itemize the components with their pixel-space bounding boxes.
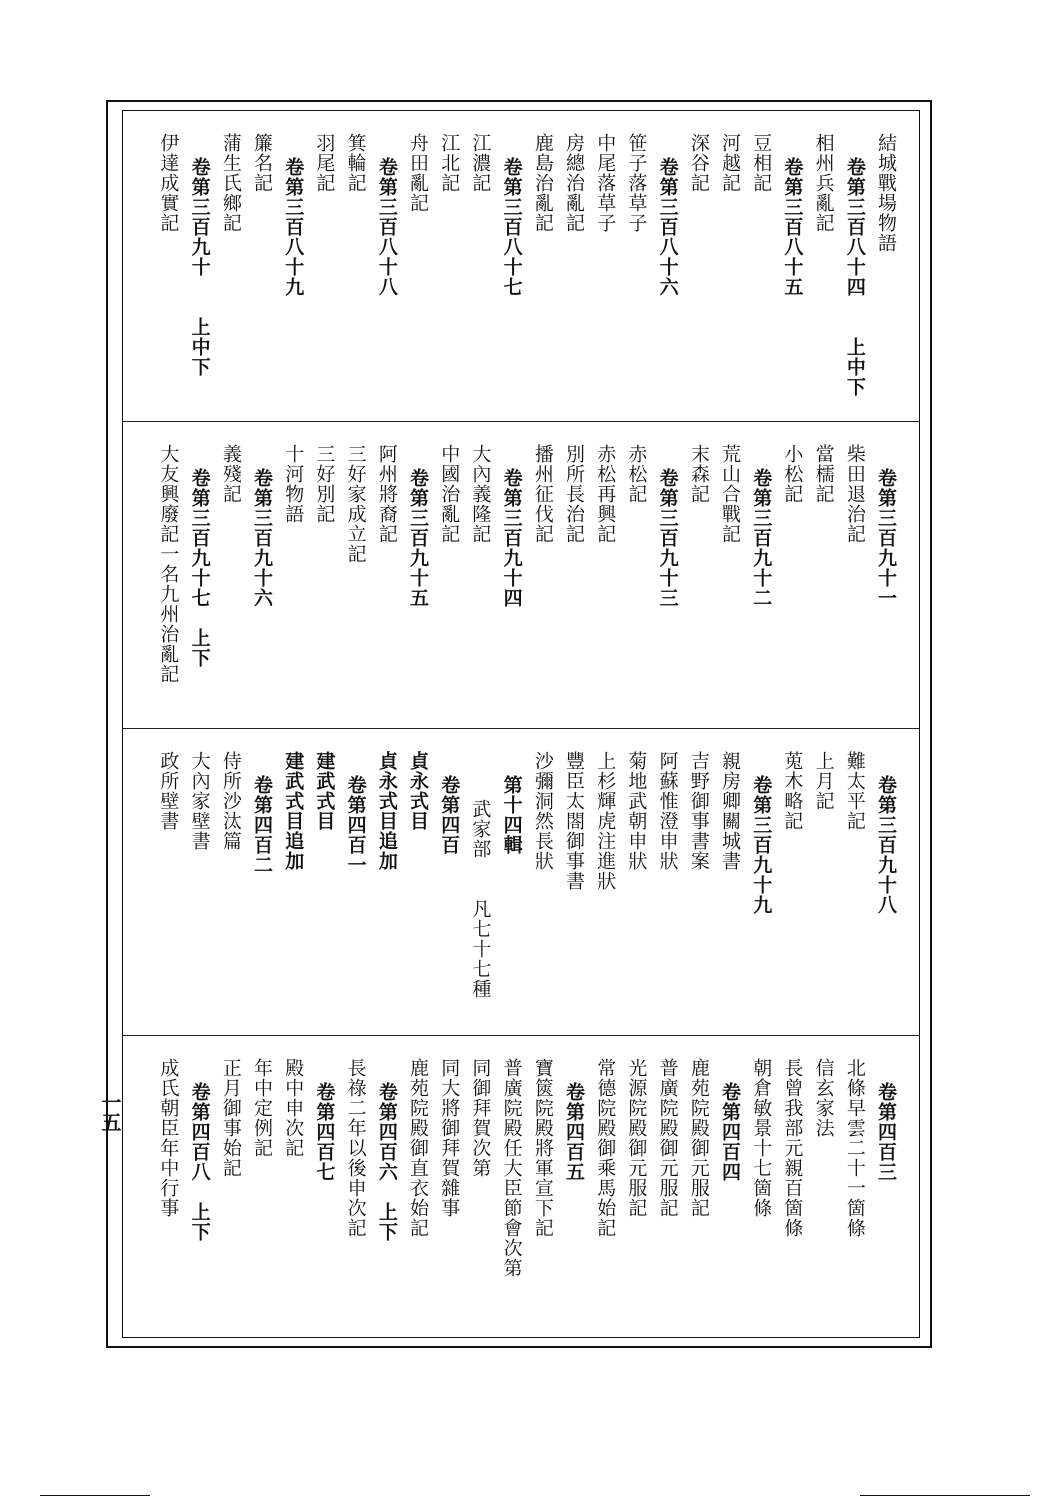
toc-entry: 蒲生氏鄉記 bbox=[219, 133, 242, 233]
toc-entry: 北條早雲二十一箇條 bbox=[843, 1058, 866, 1238]
toc-section bbox=[123, 1035, 919, 1340]
toc-entry: 羽尾記 bbox=[313, 133, 336, 193]
volume-heading: 卷第四百 bbox=[438, 775, 461, 855]
volume-heading: 卷第三百八十六 bbox=[656, 157, 679, 297]
volume-heading: 卷第三百九十四 bbox=[500, 468, 523, 608]
toc-entry: 鹿島治亂記 bbox=[531, 133, 554, 233]
toc-entry: 三好別記 bbox=[313, 444, 336, 524]
toc-entry: 普廣院殿任大臣節會次第 bbox=[500, 1058, 523, 1278]
toc-entry: 江北記 bbox=[438, 133, 461, 193]
toc-entry: 殿中申次記 bbox=[282, 1058, 305, 1158]
toc-entry: 沙彌洞然長狀 bbox=[531, 751, 554, 871]
toc-entry: 播州征伐記 bbox=[531, 444, 554, 544]
toc-entry: 普廣院殿御元服記 bbox=[656, 1058, 679, 1218]
page-number: 一五 bbox=[98, 1092, 122, 1132]
toc-entry: 大內義隆記 bbox=[469, 444, 492, 544]
toc-entry: 吉野御事書案 bbox=[687, 751, 710, 871]
toc-entry: 政所壁書 bbox=[157, 751, 180, 831]
volume-heading: 卷第四百三 bbox=[875, 1082, 897, 1182]
toc-entry: 寶篋院殿將軍宣下記 bbox=[531, 1058, 554, 1238]
volume-heading: 貞永式目 bbox=[407, 751, 429, 831]
volume-heading: 卷第三百九十 上中下 bbox=[188, 157, 211, 377]
volume-heading: 卷第四百八 上下 bbox=[188, 1082, 211, 1242]
volume-heading: 貞永式目追加 bbox=[375, 751, 398, 871]
toc-entry: 中尾落草子 bbox=[594, 133, 617, 233]
content-area bbox=[122, 110, 920, 1338]
volume-heading: 卷第四百一 bbox=[344, 775, 367, 875]
toc-entry: 大友興廢記一名九州治亂記 bbox=[157, 444, 180, 684]
toc-entry: 正月御事始記 bbox=[219, 1058, 242, 1178]
toc-entry: 朝倉敏景十七箇條 bbox=[750, 1058, 773, 1218]
volume-heading: 卷第三百九十九 bbox=[750, 775, 773, 915]
toc-entry: 赤松記 bbox=[625, 444, 648, 504]
toc-entry: 莵木略記 bbox=[781, 751, 804, 831]
toc-entry: 常德院殿御乘馬始記 bbox=[594, 1058, 617, 1238]
toc-entry: 小松記 bbox=[781, 444, 804, 504]
volume-heading: 卷第三百八十五 bbox=[781, 157, 804, 297]
toc-entry: 簾名記 bbox=[251, 133, 273, 193]
toc-entry: 伊達成實記 bbox=[157, 133, 180, 233]
toc-entry: 阿蘇惟澄申狀 bbox=[656, 751, 679, 871]
toc-entry: 笹子落草子 bbox=[625, 133, 648, 233]
toc-entry: 成氏朝臣年中行事 bbox=[157, 1058, 180, 1218]
toc-entry: 上月記 bbox=[812, 751, 835, 811]
toc-section bbox=[123, 421, 919, 729]
volume-heading: 卷第四百五 bbox=[563, 1082, 585, 1182]
toc-entry: 柴田退治記 bbox=[843, 444, 866, 544]
volume-heading: 卷第三百九十三 bbox=[656, 468, 679, 608]
volume-heading: 卷第四百四 bbox=[719, 1082, 741, 1182]
toc-entry: 當檽記 bbox=[812, 444, 835, 504]
volume-heading: 第十四輯 bbox=[500, 775, 523, 855]
toc-entry: 江濃記 bbox=[469, 133, 492, 193]
volume-heading: 卷第三百九十七 上下 bbox=[188, 468, 211, 668]
toc-entry: 上杉輝虎注進狀 bbox=[594, 751, 617, 891]
volume-heading: 卷第三百八十九 bbox=[282, 157, 305, 297]
toc-entry: 光源院殿御元服記 bbox=[625, 1058, 648, 1218]
toc-entry: 長曾我部元親百箇條 bbox=[781, 1058, 804, 1238]
volume-heading: 卷第三百九十一 bbox=[875, 468, 897, 608]
volume-heading: 卷第三百八十四 上中下 bbox=[843, 157, 866, 397]
toc-entry: 長祿二年以後申次記 bbox=[344, 1058, 367, 1238]
toc-entry: 荒山合戰記 bbox=[719, 444, 741, 544]
toc-entry: 中國治亂記 bbox=[438, 444, 461, 544]
toc-entry: 房總治亂記 bbox=[563, 133, 585, 233]
toc-entry: 阿州將裔記 bbox=[375, 444, 398, 544]
toc-entry: 三好家成立記 bbox=[344, 444, 367, 564]
toc-entry: 鹿苑院殿御元服記 bbox=[687, 1058, 710, 1218]
volume-heading: 卷第三百九十六 bbox=[251, 468, 273, 608]
toc-entry: 箕輪記 bbox=[344, 133, 367, 193]
toc-entry: 侍所沙汰篇 bbox=[219, 751, 242, 851]
toc-entry: 武家部 凡七十七種 bbox=[469, 799, 492, 999]
toc-entry: 難太平記 bbox=[843, 751, 866, 831]
volume-heading: 建武式目追加 bbox=[282, 751, 305, 871]
bottom-rule bbox=[860, 1495, 1030, 1496]
volume-heading: 卷第三百九十二 bbox=[750, 468, 773, 608]
toc-entry: 菊地武朝申狀 bbox=[625, 751, 648, 871]
volume-heading: 卷第四百二 bbox=[251, 775, 273, 875]
toc-entry: 親房卿關城書 bbox=[719, 751, 741, 871]
toc-entry: 相州兵亂記 bbox=[812, 133, 835, 233]
toc-entry: 同御拜賀次第 bbox=[469, 1058, 492, 1178]
toc-entry: 十河物語 bbox=[282, 444, 305, 524]
toc-entry: 深谷記 bbox=[687, 133, 710, 193]
toc-entry: 鹿苑院殿御直衣始記 bbox=[407, 1058, 429, 1238]
toc-entry: 別所長治記 bbox=[563, 444, 585, 544]
page-frame bbox=[106, 100, 932, 1348]
toc-entry: 舟田亂記 bbox=[407, 133, 429, 213]
toc-entry: 末森記 bbox=[687, 444, 710, 504]
toc-entry: 豆相記 bbox=[750, 133, 773, 193]
toc-entry: 信玄家法 bbox=[812, 1058, 835, 1138]
volume-heading: 卷第四百六 上下 bbox=[375, 1082, 398, 1242]
toc-entry: 河越記 bbox=[719, 133, 741, 193]
toc-entry: 義殘記 bbox=[219, 444, 242, 504]
toc-entry: 豐臣太閤御事書 bbox=[563, 751, 585, 891]
toc-entry: 同大將御拜賀雜事 bbox=[438, 1058, 461, 1218]
volume-heading: 卷第三百八十七 bbox=[500, 157, 523, 297]
toc-entry: 年中定例記 bbox=[251, 1058, 273, 1158]
volume-heading: 卷第三百九十五 bbox=[407, 468, 429, 608]
volume-heading: 卷第四百七 bbox=[313, 1082, 336, 1182]
volume-heading: 建武式目 bbox=[313, 751, 336, 831]
toc-entry: 赤松再興記 bbox=[594, 444, 617, 544]
bottom-rule bbox=[40, 1495, 150, 1496]
toc-section bbox=[123, 728, 919, 1036]
toc-section bbox=[123, 111, 919, 421]
volume-heading: 卷第三百九十八 bbox=[875, 775, 897, 915]
toc-entry: 結城戰場物語 bbox=[875, 133, 897, 253]
toc-entry: 大內家壁書 bbox=[188, 751, 211, 851]
volume-heading: 卷第三百八十八 bbox=[375, 157, 398, 297]
